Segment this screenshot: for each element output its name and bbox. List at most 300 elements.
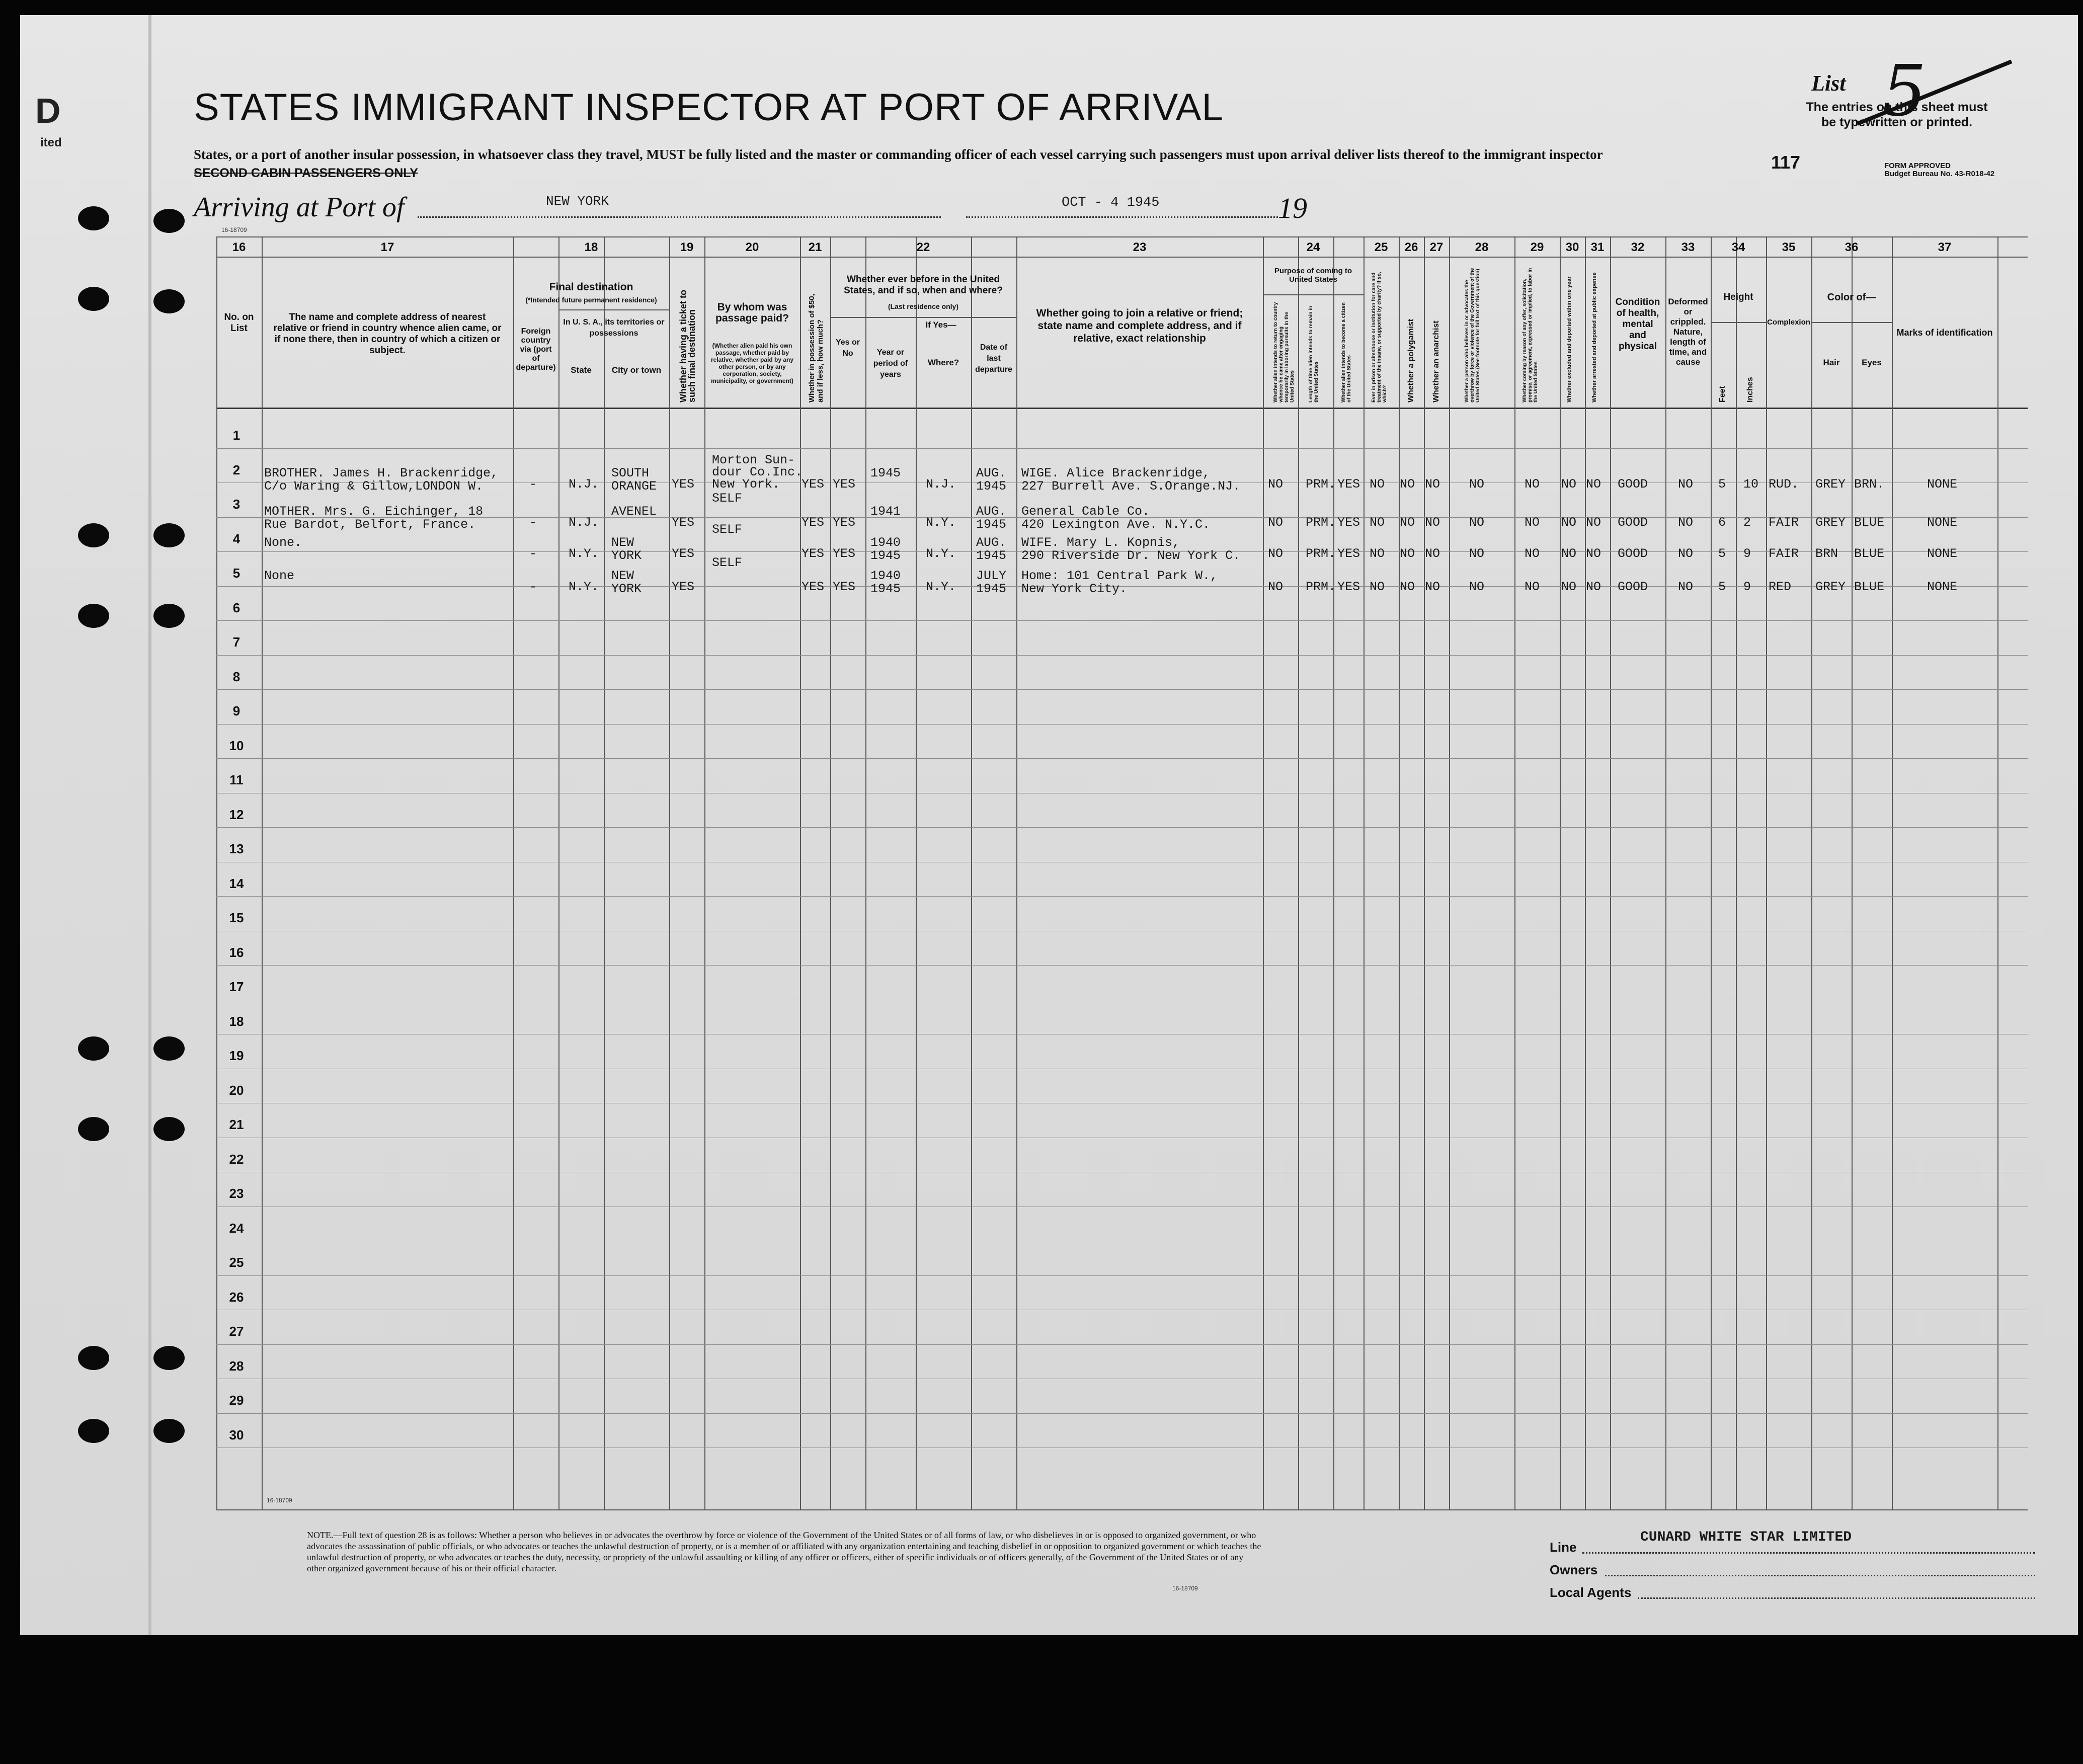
- date-dotline: [966, 216, 1278, 218]
- cell-q31: NO: [1586, 580, 1601, 594]
- col-divider: [558, 236, 559, 1509]
- entries-note-line-2: be typewritten or printed.: [1821, 115, 1973, 129]
- cell-health: GOOD: [1618, 477, 1648, 492]
- cell-date1: AUG.: [976, 466, 1007, 480]
- row-number: 11: [229, 772, 244, 787]
- hdr-condition: Condition of health, mental and physical: [1615, 297, 1660, 352]
- owners-dotline: [1605, 1575, 2035, 1576]
- cell-q26: NO: [1400, 546, 1415, 561]
- cell-eyes: BLUE: [1854, 580, 1885, 594]
- footnote-q28: NOTE.—Full text of question 28 is as follows: Whether a person who believes in or advocates the overthrow by force or violence of the Government of the United States or of all forms of law, or who disbelieves in or is opposed to organized government, or who advocates the assassination of public officials, or who advocates or teaches the unlawful destruction of property, or is a member of or affiliated with any organization entertaining and teaching disbelief in or opposition to organized government or which teaches the unlawful destruction of property, or who advocates or teaches the duty, necessity, or propriety of the unlawful assaulting or killing of any officer or officers, either of specific individuals or of officers generally, of the Government of the United States or of any other organized government because of his or their official character.: [307, 1530, 1261, 1573]
- colnum-32: 32: [1631, 240, 1645, 254]
- col-divider: [865, 236, 866, 1509]
- page-title: STATES IMMIGRANT INSPECTOR AT PORT OF ARRIVAL: [194, 86, 1224, 129]
- hdr-purpose: Purpose of coming to United States: [1274, 267, 1352, 284]
- row-number: 16: [229, 944, 244, 960]
- colnum-28: 28: [1475, 240, 1489, 254]
- cell-p-a: NO: [1268, 546, 1284, 561]
- cell-feet: 6: [1718, 515, 1726, 530]
- col-divider: [1399, 236, 1400, 1509]
- col-divider: [971, 236, 972, 1509]
- col-divider: [1811, 236, 1812, 1509]
- col-divider: [669, 236, 670, 1509]
- hdr-year-period: Year or period of years: [873, 348, 908, 379]
- row-number: 28: [229, 1358, 244, 1374]
- row-number: 8: [232, 669, 241, 684]
- row-number: 21: [229, 1117, 244, 1132]
- punch-hole: [153, 1346, 185, 1370]
- row-number: 9: [232, 703, 241, 718]
- cell-deformed: NO: [1678, 477, 1694, 492]
- cell-year2: 1945: [870, 582, 901, 596]
- arriving-label: Arriving at Port of: [194, 192, 405, 223]
- cabin-class: SECOND CABIN PASSENGERS ONLY: [194, 166, 418, 180]
- cell-state: N.Y.: [569, 546, 599, 561]
- cell-date2: 1945: [976, 479, 1007, 494]
- row-number: 22: [229, 1151, 244, 1167]
- subhead-rule: [558, 309, 669, 310]
- hdr-inches: Inches: [1746, 377, 1754, 403]
- hdr-final-destination: Final destination: [549, 281, 633, 293]
- row-number: 5: [232, 566, 241, 581]
- colnum-26: 26: [1404, 240, 1418, 254]
- cell-year1: 1940: [870, 535, 901, 550]
- hdr-in-usa: In U. S. A., its territories or possessions: [563, 318, 665, 338]
- cell-city1: AVENEL: [611, 504, 657, 519]
- line-label: Line: [1550, 1540, 1577, 1555]
- colnum-18: 18: [584, 240, 598, 254]
- row-number: 2: [232, 462, 241, 477]
- cell-p-c: YES: [1337, 515, 1360, 530]
- cell-date1: JULY: [976, 569, 1007, 583]
- col-divider: [1298, 236, 1299, 1509]
- cell-foreign: -: [529, 546, 537, 561]
- hdr-eyes: Eyes: [1862, 358, 1882, 367]
- row-number: 18: [229, 1013, 244, 1029]
- cell-yn: YES: [833, 580, 856, 594]
- row-rule: [216, 1413, 2028, 1414]
- cell-q27: NO: [1425, 477, 1440, 492]
- hdr-q29: Whether coming by reason of any offer, solicitation, promise, or agreement, expressed or implied, to labor in the United States: [1522, 268, 1539, 403]
- colnum-21: 21: [808, 240, 822, 254]
- row-number: 10: [229, 738, 244, 753]
- cell-marks: NONE: [1927, 580, 1958, 594]
- cell-feet: 5: [1718, 546, 1726, 561]
- row-number: 15: [229, 910, 244, 925]
- row-number: 25: [229, 1255, 244, 1270]
- cell-ticket: YES: [672, 477, 695, 492]
- subhead-rule: [1711, 322, 1766, 323]
- line-value: CUNARD WHITE STAR LIMITED: [1640, 1530, 1852, 1545]
- cell-join1: WIFE. Mary L. Kopnis,: [1021, 535, 1180, 550]
- cell-foreign: -: [529, 477, 537, 492]
- cell-ticket: YES: [672, 580, 695, 594]
- punch-hole: [153, 1036, 185, 1061]
- hdr-ticket: Whether having a ticket to such final destination: [678, 289, 697, 403]
- cell-city1: NEW: [611, 569, 634, 583]
- col-divider: [830, 236, 831, 1509]
- cell-yn: YES: [833, 515, 856, 530]
- col-divider: [1514, 236, 1515, 1509]
- port-value: NEW YORK: [546, 194, 609, 209]
- row-number: 7: [232, 634, 241, 650]
- colnum-35: 35: [1782, 240, 1796, 254]
- hdr-date-departure: Date of last departure: [975, 343, 1012, 374]
- punch-hole: [78, 604, 109, 628]
- cell-health: GOOD: [1618, 580, 1648, 594]
- colnum-24: 24: [1306, 240, 1320, 254]
- hdr-marks: Marks of identification: [1896, 328, 1993, 338]
- hdr-hair: Hair: [1823, 358, 1840, 367]
- cell-q25: NO: [1370, 546, 1385, 561]
- cell-p-c: YES: [1337, 580, 1360, 594]
- table-bottom-rule: [216, 1509, 2028, 1510]
- colnum-22: 22: [916, 240, 930, 254]
- cell-state: N.Y.: [569, 580, 599, 594]
- cell-rel1: BROTHER. James H. Brackenridge,: [264, 466, 499, 480]
- hdr-anarchist: Whether an anarchist: [1432, 320, 1440, 403]
- cell-deformed: NO: [1678, 546, 1694, 561]
- cell-where: N.J.: [926, 477, 956, 492]
- punch-hole: [153, 289, 185, 313]
- row-rule: [216, 1344, 2028, 1345]
- row-number: 29: [229, 1393, 244, 1408]
- row-number: 24: [229, 1220, 244, 1236]
- cell-money: YES: [802, 515, 825, 530]
- header-subtitle: States, or a port of another insular possession, in whatsoever class they travel, MUST be fully listed and the master or commanding officer of each vessel carrying such passengers must upon arrival deliver lists thereof to the immigrant inspector: [194, 147, 1603, 162]
- hdr-state: State: [571, 365, 592, 375]
- hdr-height: Height: [1723, 292, 1753, 302]
- hdr-q28: Whether a person who believes in or advocates the overthrow by force or violence of the Government of the United States (See footnote for full text of this question): [1464, 268, 1481, 403]
- hdr-where: Where?: [927, 358, 959, 367]
- row-rule: [216, 965, 2028, 966]
- row-number: 26: [229, 1289, 244, 1305]
- cell-inches: 2: [1743, 515, 1751, 530]
- colnum-30: 30: [1565, 240, 1579, 254]
- hdr-prison: Ever in prison or almshouse or institution for care and treatment of the insane, or supported by charity? If so, which?: [1371, 272, 1388, 403]
- col-divider: [1892, 236, 1893, 1509]
- cell-q25: NO: [1370, 515, 1385, 530]
- cell-q29: NO: [1525, 515, 1540, 530]
- cell-yn: YES: [833, 546, 856, 561]
- col-divider: [800, 236, 801, 1509]
- footnote-form-code: 16-18709: [1172, 1585, 1198, 1592]
- cell-p-b: PRM.: [1306, 477, 1336, 492]
- cell-complexion: RUD.: [1769, 477, 1799, 492]
- cell-join1: WIGE. Alice Brackenridge,: [1021, 466, 1211, 480]
- col-divider: [704, 236, 705, 1509]
- row-number: 30: [229, 1427, 244, 1442]
- colnum-33: 33: [1681, 240, 1695, 254]
- cell-q27: NO: [1425, 515, 1440, 530]
- cell-paid1: SELF: [712, 491, 743, 506]
- cell-paid2: dour Co.Inc.: [712, 465, 803, 479]
- cell-deformed: NO: [1678, 580, 1694, 594]
- cell-rel1: MOTHER. Mrs. G. Eichinger, 18: [264, 504, 484, 519]
- cell-p-a: NO: [1268, 515, 1284, 530]
- cell-complexion: FAIR: [1769, 515, 1799, 530]
- row-rule: [216, 689, 2028, 690]
- row-number: 6: [232, 600, 241, 615]
- row-rule: [216, 896, 2028, 897]
- cell-q30: NO: [1561, 515, 1577, 530]
- punch-hole: [78, 1036, 109, 1061]
- cell-q30: NO: [1561, 546, 1577, 561]
- punch-hole: [153, 1117, 185, 1141]
- cell-rel1: None: [264, 569, 295, 583]
- col-divider: [1610, 236, 1611, 1509]
- cell-hair: BRN: [1815, 546, 1838, 561]
- colnum-16: 16: [232, 240, 246, 254]
- row-number: 1: [232, 428, 241, 443]
- cell-q31: NO: [1586, 477, 1601, 492]
- form-approved-line-2: Budget Bureau No. 43-R018-42: [1884, 170, 1995, 178]
- row-number: 20: [229, 1082, 244, 1098]
- cell-q27: NO: [1425, 546, 1440, 561]
- cell-foreign: -: [529, 580, 537, 594]
- cell-health: GOOD: [1618, 515, 1648, 530]
- hdr-ever-before-sub: (Last residence only): [888, 302, 959, 310]
- hdr-complexion: Complexion: [1767, 318, 1810, 327]
- form-code-bottom: 16-18709: [267, 1497, 292, 1504]
- cell-year1: 1940: [870, 569, 901, 583]
- col-divider: [1560, 236, 1561, 1509]
- cell-marks: NONE: [1927, 515, 1958, 530]
- row-number: 3: [232, 497, 241, 512]
- hdr-feet: Feet: [1718, 386, 1727, 403]
- colnum-36: 36: [1845, 240, 1859, 254]
- cell-join2: 420 Lexington Ave. N.Y.C.: [1021, 517, 1211, 532]
- cell-paid1: Morton Sun-: [712, 453, 795, 467]
- cell-q25: NO: [1370, 477, 1385, 492]
- colnum-19: 19: [680, 240, 694, 254]
- hdr-by-whom-sub: (Whether alien paid his own passage, whether paid by relative, whether paid by any other person, or by any corporation, society, municipality, or government): [710, 342, 794, 384]
- col-divider: [1997, 236, 1998, 1509]
- hdr-deformed: Deformed or crippled. Nature, length of time, and cause: [1668, 297, 1708, 367]
- hdr-ever-before: Whether ever before in the United States, and if so, when and where?: [844, 274, 1003, 296]
- colnum-37: 37: [1938, 240, 1952, 254]
- cell-complexion: RED: [1769, 580, 1792, 594]
- cell-eyes: BLUE: [1854, 515, 1885, 530]
- entries-note: [1791, 100, 2002, 130]
- col-divider: [1364, 236, 1365, 1509]
- cell-marks: NONE: [1927, 546, 1958, 561]
- col-divider: [1016, 236, 1017, 1509]
- list-label: List: [1811, 71, 1846, 96]
- colnum-31: 31: [1590, 240, 1605, 254]
- cell-where: N.Y.: [926, 580, 956, 594]
- row-number: 17: [229, 979, 244, 994]
- hdr-foreign-country: Foreign country via (port of departure): [516, 327, 556, 372]
- row-number: 12: [229, 807, 244, 822]
- punch-hole: [78, 206, 109, 230]
- col-divider: [262, 236, 263, 1509]
- port-dotline: [418, 216, 941, 218]
- cell-year1: 1945: [870, 466, 901, 480]
- cell-city2: ORANGE: [611, 479, 657, 494]
- colnum-29: 29: [1530, 240, 1544, 254]
- cell-feet: 5: [1718, 477, 1726, 492]
- row-rule: [216, 655, 2028, 656]
- colnum-rule: [216, 257, 2028, 258]
- col-divider: [1852, 236, 1853, 1509]
- hdr-relative: The name and complete address of nearest relative or friend in country whence alien came, or if none there, then in country of which a citizen or subject.: [273, 312, 502, 356]
- cell-city1: SOUTH: [611, 466, 650, 480]
- cell-join1: Home: 101 Central Park W.,: [1021, 569, 1218, 583]
- cell-inches: 9: [1743, 546, 1751, 561]
- cell-join1: General Cable Co.: [1021, 504, 1150, 519]
- colnum-25: 25: [1374, 240, 1388, 254]
- cell-money: YES: [802, 546, 825, 561]
- punch-hole: [153, 604, 185, 628]
- hdr-city: City or town: [611, 365, 662, 375]
- col-divider: [1766, 236, 1767, 1509]
- hdr-final-destination-sub: (*Intended future permanent residence): [525, 296, 657, 304]
- col-divider: [916, 236, 917, 1509]
- punch-hole: [78, 1419, 109, 1443]
- form-approved: [1884, 162, 1994, 178]
- cell-inches: 9: [1743, 580, 1751, 594]
- date-stamp: OCT - 4 1945: [1062, 195, 1160, 210]
- col-divider: [1585, 236, 1586, 1509]
- punch-hole: [153, 209, 185, 233]
- cell-yn: YES: [833, 477, 856, 492]
- hdr-no-on-list: No. on List: [224, 312, 254, 334]
- cell-year2: 1945: [870, 548, 901, 563]
- entries-note-line-1: The entries on this sheet must: [1806, 100, 1988, 114]
- cell-date1: AUG.: [976, 535, 1007, 550]
- col-divider: [513, 236, 514, 1509]
- cell-hair: GREY: [1815, 580, 1846, 594]
- row-rule: [216, 620, 2028, 621]
- hdr-join-relative: Whether going to join a relative or friend; state name and complete address, and if relative, exact relationship: [1036, 307, 1243, 344]
- cell-q26: NO: [1400, 515, 1415, 530]
- cell-marks: NONE: [1927, 477, 1958, 492]
- cell-date1: AUG.: [976, 504, 1007, 519]
- row-number: 19: [229, 1048, 244, 1063]
- hdr-if-yes: If Yes—: [925, 320, 956, 330]
- cell-complexion: FAIR: [1769, 546, 1799, 561]
- cell-q31: NO: [1586, 515, 1601, 530]
- cell-q28: NO: [1469, 515, 1485, 530]
- colnum-34: 34: [1731, 240, 1745, 254]
- cell-hair: GREY: [1815, 477, 1846, 492]
- cell-q28: NO: [1469, 477, 1485, 492]
- col-divider: [604, 236, 605, 1509]
- cell-p-a: NO: [1268, 477, 1284, 492]
- left-margin-letter: D: [35, 91, 61, 130]
- subhead-rule: [1811, 322, 1892, 323]
- col-divider: [1711, 236, 1712, 1509]
- form-code-top: 16-18709: [221, 226, 247, 233]
- cell-date2: 1945: [976, 582, 1007, 596]
- row-rule: [216, 827, 2028, 828]
- hdr-q31: Whether arrested and deported at public expense: [1591, 272, 1597, 403]
- cell-money: YES: [802, 580, 825, 594]
- cell-rel1: None.: [264, 535, 302, 550]
- col-divider: [1263, 236, 1264, 1509]
- colnum-17: 17: [380, 240, 394, 254]
- form-approved-line-1: FORM APPROVED: [1884, 162, 1951, 170]
- cell-q25: NO: [1370, 580, 1385, 594]
- manifest-table: [216, 236, 2028, 1509]
- cell-state: N.J.: [569, 477, 599, 492]
- year-prefix: 19: [1278, 192, 1307, 224]
- punch-hole: [153, 523, 185, 547]
- cell-state: N.J.: [569, 515, 599, 530]
- cell-date2: 1945: [976, 517, 1007, 532]
- hdr-purpose-c: Whether alien intends to become a citizen of the United States: [1341, 302, 1352, 403]
- cell-city2: YORK: [611, 548, 642, 563]
- cell-foreign: -: [529, 515, 537, 530]
- row-rule: [216, 448, 2028, 449]
- subhead-rule: [830, 317, 1016, 318]
- cell-where: N.Y.: [926, 546, 956, 561]
- left-margin-text: ited: [40, 136, 62, 149]
- hdr-yes-no: Yes or No: [835, 338, 860, 358]
- subhead-rule: [1263, 294, 1364, 295]
- cell-ticket: YES: [672, 515, 695, 530]
- colnum-27: 27: [1429, 240, 1444, 254]
- cell-join2: 227 Burrell Ave. S.Orange.NJ.: [1021, 479, 1241, 494]
- cell-paid3: New York.: [712, 477, 780, 492]
- cell-q29: NO: [1525, 580, 1540, 594]
- cell-join2: New York City.: [1021, 582, 1128, 596]
- hdr-polygamist: Whether a polygamist: [1407, 318, 1415, 403]
- row-number: 4: [232, 531, 241, 546]
- cell-city1: NEW: [611, 535, 634, 550]
- owners-label: Owners: [1550, 1562, 1598, 1577]
- cell-rel2: Rue Bardot, Belfort, France.: [264, 517, 476, 532]
- cell-q29: NO: [1525, 546, 1540, 561]
- cell-q26: NO: [1400, 580, 1415, 594]
- page-fold: [148, 15, 151, 1635]
- cell-city2: YORK: [611, 582, 642, 596]
- colnum-23: 23: [1133, 240, 1147, 254]
- header-bottom-rule: [216, 408, 2028, 409]
- col-divider: [1424, 236, 1425, 1509]
- cell-p-b: PRM.: [1306, 546, 1336, 561]
- line-dotline: [1582, 1552, 2035, 1554]
- colnum-20: 20: [745, 240, 759, 254]
- cell-q30: NO: [1561, 580, 1577, 594]
- punch-hole: [153, 1419, 185, 1443]
- cell-p-c: YES: [1337, 477, 1360, 492]
- cell-health: GOOD: [1618, 546, 1648, 561]
- cell-p-b: PRM.: [1306, 580, 1336, 594]
- agents-label: Local Agents: [1550, 1585, 1632, 1600]
- hdr-possession: Whether in possession of $50, and if less, how much?: [808, 294, 825, 403]
- table-top-rule: [216, 236, 2028, 237]
- cell-q26: NO: [1400, 477, 1415, 492]
- cell-paid1: SELF: [712, 555, 743, 570]
- cell-eyes: BRN.: [1854, 477, 1885, 492]
- cell-q30: NO: [1561, 477, 1577, 492]
- cell-join2: 290 Riverside Dr. New York C.: [1021, 548, 1241, 563]
- cell-date2: 1945: [976, 548, 1007, 563]
- punch-hole: [78, 1346, 109, 1370]
- list-number: 5: [1882, 50, 1927, 132]
- hdr-q30: Whether excluded and deported within one year: [1566, 276, 1572, 403]
- cell-p-a: NO: [1268, 580, 1284, 594]
- cell-hair: GREY: [1815, 515, 1846, 530]
- cell-q27: NO: [1425, 580, 1440, 594]
- col-divider: [1736, 236, 1737, 1509]
- cell-rel2: C/o Waring & Gillow,LONDON W.: [264, 479, 484, 494]
- cell-p-c: YES: [1337, 546, 1360, 561]
- col-divider: [1665, 236, 1666, 1509]
- cell-paid1: SELF: [712, 522, 743, 537]
